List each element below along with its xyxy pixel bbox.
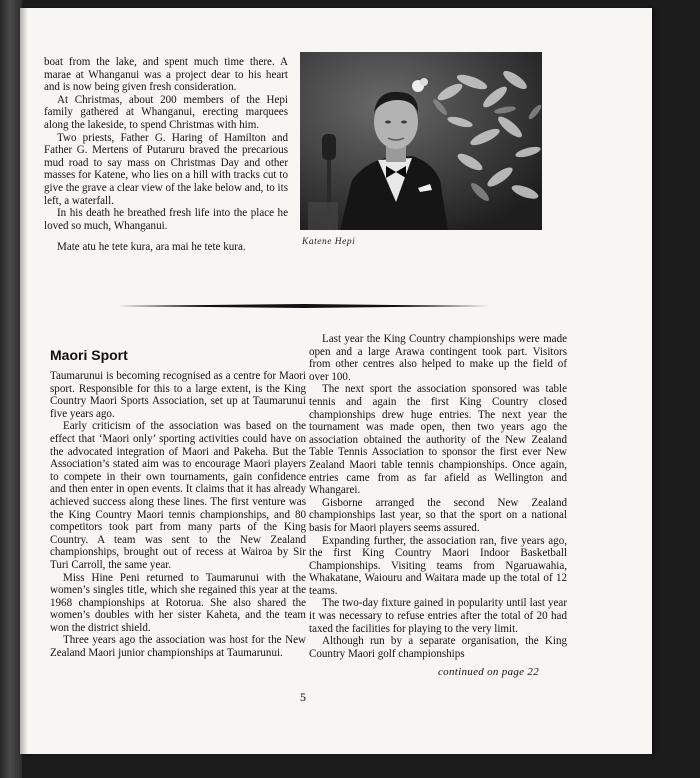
paragraph: boat from the lake, and spent much time there. A marae at Whanganui was a project dear to his heart and is now being given fresh consideration. bbox=[44, 56, 288, 94]
paragraph: Three years ago the association was host for the New Zealand Maori junior championships at Taumarunui. bbox=[50, 634, 306, 660]
paragraph: In his death he breathed fresh life into the place he loved so much, Whanganui. bbox=[44, 207, 288, 232]
article-right-column bbox=[309, 333, 567, 660]
paragraph: Taumarunui is becoming recognised as a centre for Maori sport. Responsible for this to a large extent, is the King Country Maori Sports Association, set up at Taumarunui five years ago. bbox=[50, 370, 306, 420]
paragraph: Two priests, Father G. Haring of Hamilton and Father G. Mertens of Putaruru braved the precarious mud road to say mass on Christmas Day and other masses for Katene, who lies on a hill with tracks cut to give the grave a clear view of the lake below and, to its left, a waterfall. bbox=[44, 131, 288, 207]
article-heading: Maori Sport bbox=[50, 347, 128, 363]
article-left-column bbox=[50, 370, 306, 660]
continued-note: continued on page 22 bbox=[438, 666, 540, 678]
paragraph: Expanding further, the association ran, five years ago, the first King Country Maori Indoor Basketball Championships. Visiting teams from Ngaruawahia, Whakatane, Waiouru and Waitara made up the total of 12 teams. bbox=[309, 534, 567, 597]
section-divider bbox=[118, 304, 490, 308]
page-number: 5 bbox=[300, 690, 306, 704]
paragraph: At Christmas, about 200 members of the Hepi family gathered at Whanganui, erecting marquees along the lakeside, to spend Christmas with him. bbox=[44, 93, 288, 131]
paragraph: Gisborne arranged the second New Zealand championships last year, so that the sport on a national basis for Maori players seems assured. bbox=[309, 496, 567, 534]
paragraph: The next sport the association sponsored was table tennis and again the first King Country closed championships drew huge entries. The next year the tournament was made open, then two years ago the association obtained the authority of the New Zealand Table Tennis Association to sponsor the first ever New Zealand Maori table tennis championships. Once again, entries came from as far afield as Wellington and Whangarei. bbox=[309, 383, 567, 497]
paragraph: Miss Hine Peni returned to Taumarunui with the women’s singles title, which she regained this year at the 1968 championships at Rotorua. She also shared the women’s doubles with her sister Kaheta, and the team won the district shield. bbox=[50, 571, 306, 634]
paragraph: The two-day fixture gained in popularity until last year it was necessary to refuse entries after the total of 20 had taxed the facilities for playing to the very limit. bbox=[309, 597, 567, 635]
paragraph: Although run by a separate organisation, the King Country Maori golf championships bbox=[309, 635, 567, 660]
page-gutter-shadow bbox=[20, 8, 28, 754]
photo-caption: Katene Hepi bbox=[302, 237, 356, 247]
scan-background-left bbox=[0, 0, 22, 778]
portrait-photo-illustration bbox=[300, 52, 542, 230]
top-text-column bbox=[44, 56, 288, 254]
paragraph: Last year the King Country championships were made open and a large Arawa contingent took part. Visitors from other centres also helped to make up the field of over 100. bbox=[309, 333, 567, 383]
paragraph: Early criticism of the association was based on the effect that ‘Maori only’ sporting activities could have on the advocated integration of Maori and Pakeha. But the Association’s stated aim was to encourage Maori players to compete in their own tournaments, gain confidence and then enter in open events. It claims that it has already achieved success along these lines. The first venture was the King Country Maori tennis championships, and 80 competitors took part from many parts of the King Country. A team was sent to the New Zealand championships, brought out of recess at Wairoa by Sir Turi Carroll, the same year. bbox=[50, 420, 306, 571]
maori-proverb: Mate atu he tete kura, ara mai he tete kura. bbox=[57, 241, 246, 254]
photo-katene-hepi bbox=[300, 52, 542, 230]
